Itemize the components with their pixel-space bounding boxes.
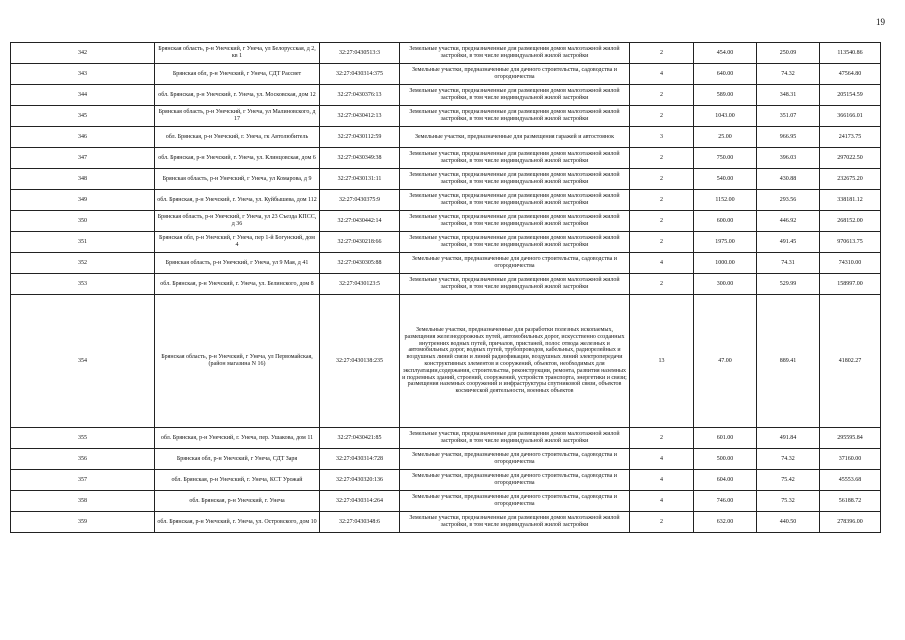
area-cell: 1043.00 [694,106,757,127]
cadastral-value-cell: 295595.84 [820,428,881,449]
address-cell: Брянская область, р-н Унечский, г Унеча, ул Комарова, д 9 [155,169,320,190]
group-cell: 2 [630,85,694,106]
cadastral-number-cell: 32:27:0430131:11 [320,169,400,190]
row-number-cell: 347 [11,148,155,169]
area-cell: 500.00 [694,449,757,470]
cadastral-value-cell: 113540.86 [820,43,881,64]
cadastral-number-cell: 32:27:0430376:13 [320,85,400,106]
table-row [11,295,881,428]
price-cell: 351.07 [757,106,820,127]
row-number-cell: 352 [11,253,155,274]
group-cell: 2 [630,43,694,64]
table-row [11,127,881,148]
table-row [11,428,881,449]
row-number-cell: 357 [11,470,155,491]
area-cell: 47.00 [694,295,757,428]
table-row [11,449,881,470]
cadastral-number-cell: 32:27:0430348:6 [320,512,400,533]
price-cell: 74.31 [757,253,820,274]
area-cell: 300.00 [694,274,757,295]
row-number-cell: 355 [11,428,155,449]
land-category-cell: Земельные участки, предназначенные для размещения гаражей и автостоянок [400,127,630,148]
address-cell: обл. Брянская, р-н Унечский, г. Унеча, ул. Островского, дом 10 [155,512,320,533]
cadastral-value-cell: 338181.12 [820,190,881,211]
area-cell: 632.00 [694,512,757,533]
cadastral-value-cell: 205154.59 [820,85,881,106]
cadastral-value-cell: 366166.01 [820,106,881,127]
cadastral-value-cell: 268152.00 [820,211,881,232]
cadastral-number-cell: 32:27:0430314:375 [320,64,400,85]
row-number-cell: 359 [11,512,155,533]
price-cell: 529.99 [757,274,820,295]
cadastral-number-cell: 32:27:0430349:38 [320,148,400,169]
land-category-cell: Земельные участки, предназначенные для размещения домов малоэтажной жилой застройки, в том числе индивидуальной жилой застройки [400,512,630,533]
cadastral-number-cell: 32:27:0430375:9 [320,190,400,211]
table-row [11,211,881,232]
cadastral-value-cell: 74310.00 [820,253,881,274]
table-row [11,43,881,64]
cadastral-number-cell: 32:27:0430123:5 [320,274,400,295]
row-number-cell: 344 [11,85,155,106]
table-row [11,169,881,190]
cadastral-number-cell: 32:27:0430112:59 [320,127,400,148]
price-cell: 889.41 [757,295,820,428]
cadastral-number-cell: 32:27:0430314:728 [320,449,400,470]
cadastral-value-cell: 158997.00 [820,274,881,295]
row-number-cell: 342 [11,43,155,64]
table-row [11,253,881,274]
row-number-cell: 343 [11,64,155,85]
address-cell: обл. Брянская, р-н Унечский, г. Унеча, ул. Московская, дом 12 [155,85,320,106]
area-cell: 746.00 [694,491,757,512]
cadastral-value-cell: 37160.00 [820,449,881,470]
table-row [11,470,881,491]
area-cell: 589.00 [694,85,757,106]
land-category-cell: Земельные участки, предназначенные для дачного строительства, садоводства и огородничества [400,470,630,491]
cadastral-value-cell: 56188.72 [820,491,881,512]
table-row [11,491,881,512]
land-category-cell: Земельные участки, предназначенные для размещения домов малоэтажной жилой застройки, в том числе индивидуальной жилой застройки [400,148,630,169]
group-cell: 2 [630,148,694,169]
price-cell: 348.31 [757,85,820,106]
address-cell: Брянская обл, р-н Унечский, г Унеча, СДТ Заря [155,449,320,470]
page-number: 19 [876,17,885,27]
cadastral-value-cell: 24173.75 [820,127,881,148]
table-row [11,106,881,127]
cadastral-number-cell: 32:27:0430421:85 [320,428,400,449]
price-cell: 966.95 [757,127,820,148]
land-category-cell: Земельные участки, предназначенные для размещения домов малоэтажной жилой застройки, в том числе индивидуальной жилой застройки [400,428,630,449]
price-cell: 491.45 [757,232,820,253]
land-category-cell: Земельные участки, предназначенные для размещения домов малоэтажной жилой застройки, в том числе индивидуальной жилой застройки [400,274,630,295]
table-row [11,64,881,85]
group-cell: 3 [630,127,694,148]
table-row [11,512,881,533]
price-cell: 440.50 [757,512,820,533]
land-category-cell: Земельные участки, предназначенные для размещения домов малоэтажной жилой застройки, в том числе индивидуальной жилой застройки [400,232,630,253]
group-cell: 2 [630,169,694,190]
land-category-cell: Земельные участки, предназначенные для размещения домов малоэтажной жилой застройки, в том числе индивидуальной жилой застройки [400,211,630,232]
address-cell: Брянская область, р-н Унечский, г Унеча, ул 9 Мая, д 41 [155,253,320,274]
area-cell: 1152.00 [694,190,757,211]
row-number-cell: 348 [11,169,155,190]
cadastral-number-cell: 32:27:0430314:264 [320,491,400,512]
area-cell: 540.00 [694,169,757,190]
row-number-cell: 351 [11,232,155,253]
cadastral-value-cell: 232675.20 [820,169,881,190]
cadastral-value-cell: 278396.00 [820,512,881,533]
area-cell: 750.00 [694,148,757,169]
land-category-cell: Земельные участки, предназначенные для разработки полезных ископаемых, размещения железнодорожных путей, автомобильных дорог, искусственно созданных внутренних водных путей, причалов, пристаней, полос отвода железных и автомобильных дорог, водных путей, трубопроводов, кабельных, радиорелейных и воздушных линий связи и линий радиофикации, воздушных линий электропередачи конструктивных элементов и сооружений, объектов, необходимых для эксплуатации,содержания, строительства, реконструкции, ремонта, развития наземных и подземных зданий, строений, сооружений, устройств транспорта, энергетики и связи; размещения наземных сооружений и инфраструктуры спутниковой связи, объектов космической деятельности, военных объектов [400,295,630,428]
cadastral-number-cell: 32:27:0430442:14 [320,211,400,232]
address-cell: обл. Брянская, р-н Унечский, г. Унеча, КСТ Урожай [155,470,320,491]
land-plots-table [10,42,881,533]
land-category-cell: Земельные участки, предназначенные для размещения домов малоэтажной жилой застройки, в том числе индивидуальной жилой застройки [400,190,630,211]
table-row [11,85,881,106]
price-cell: 293.56 [757,190,820,211]
group-cell: 2 [630,211,694,232]
group-cell: 4 [630,64,694,85]
group-cell: 2 [630,232,694,253]
table-row [11,190,881,211]
group-cell: 4 [630,470,694,491]
price-cell: 430.88 [757,169,820,190]
price-cell: 75.32 [757,491,820,512]
address-cell: обл. Брянская, р-н Унечский, г. Унеча, ул. Белинского, дом 8 [155,274,320,295]
group-cell: 4 [630,449,694,470]
address-cell: обл. Брянская, р-н Унечский, г. Унеча [155,491,320,512]
cadastral-number-cell: 32:27:0430412:13 [320,106,400,127]
land-category-cell: Земельные участки, предназначенные для дачного строительства, садоводства и огородничества [400,449,630,470]
group-cell: 2 [630,512,694,533]
row-number-cell: 354 [11,295,155,428]
land-category-cell: Земельные участки, предназначенные для размещения домов малоэтажной жилой застройки, в том числе индивидуальной жилой застройки [400,169,630,190]
price-cell: 446.92 [757,211,820,232]
cadastral-number-cell: 32:27:0430320:136 [320,470,400,491]
cadastral-number-cell: 32:27:0430305:88 [320,253,400,274]
group-cell: 4 [630,491,694,512]
row-number-cell: 356 [11,449,155,470]
address-cell: Брянская область, р-н Унечский, г Унеча, ул Первомайская, (район магазина N 16) [155,295,320,428]
row-number-cell: 350 [11,211,155,232]
cadastral-value-cell: 45553.68 [820,470,881,491]
area-cell: 604.00 [694,470,757,491]
address-cell: Брянская обл, р-н Унечский, г Унеча, СДТ Рассвет [155,64,320,85]
group-cell: 2 [630,190,694,211]
row-number-cell: 345 [11,106,155,127]
address-cell: Брянская область, р-н Унечский, г Унеча, ул 23 Съезда КПСС, д 36 [155,211,320,232]
land-category-cell: Земельные участки, предназначенные для дачного строительства, садоводства и огородничества [400,64,630,85]
table-row [11,232,881,253]
price-cell: 396.03 [757,148,820,169]
area-cell: 601.00 [694,428,757,449]
address-cell: обл. Брянская, р-н Унечский, г. Унеча, ул. Клинцовская, дом 6 [155,148,320,169]
cadastral-value-cell: 970613.75 [820,232,881,253]
group-cell: 4 [630,253,694,274]
group-cell: 2 [630,106,694,127]
cadastral-number-cell: 32:27:0430513:3 [320,43,400,64]
cadastral-value-cell: 47564.80 [820,64,881,85]
group-cell: 13 [630,295,694,428]
price-cell: 491.84 [757,428,820,449]
price-cell: 75.42 [757,470,820,491]
land-category-cell: Земельные участки, предназначенные для размещения домов малоэтажной жилой застройки, в том числе индивидуальной жилой застройки [400,85,630,106]
area-cell: 1000.00 [694,253,757,274]
cadastral-number-cell: 32:27:0430218:66 [320,232,400,253]
land-category-cell: Земельные участки, предназначенные для размещения домов малоэтажной жилой застройки, в том числе индивидуальной жилой застройки [400,43,630,64]
address-cell: обл. Брянская, р-н Унечский, г. Унеча, гк Автолюбитель [155,127,320,148]
area-cell: 25.00 [694,127,757,148]
area-cell: 1975.00 [694,232,757,253]
address-cell: Брянская область, р-н Унечский, г Унеча, ул Малиновского, д 17 [155,106,320,127]
cadastral-value-cell: 297022.50 [820,148,881,169]
row-number-cell: 358 [11,491,155,512]
row-number-cell: 346 [11,127,155,148]
price-cell: 250.09 [757,43,820,64]
group-cell: 2 [630,274,694,295]
area-cell: 600.00 [694,211,757,232]
address-cell: Брянская область, р-н Унечский, г Унеча, ул Белорусская, д 2, кв 1 [155,43,320,64]
address-cell: обл. Брянская, р-н Унечский, г. Унеча, ул. Куйбышева, дом 112 [155,190,320,211]
price-cell: 74.32 [757,449,820,470]
area-cell: 640.00 [694,64,757,85]
address-cell: обл. Брянская, р-н Унечский, г. Унеча, пер. Ушакова, дом 11 [155,428,320,449]
area-cell: 454.00 [694,43,757,64]
land-category-cell: Земельные участки, предназначенные для дачного строительства, садоводства и огородничества [400,491,630,512]
address-cell: Брянская обл, р-н Унечский, г Унеча, пер 1-й Богунский, дом 4 [155,232,320,253]
land-category-cell: Земельные участки, предназначенные для размещения домов малоэтажной жилой застройки, в том числе индивидуальной жилой застройки [400,106,630,127]
price-cell: 74.32 [757,64,820,85]
row-number-cell: 353 [11,274,155,295]
group-cell: 2 [630,428,694,449]
cadastral-value-cell: 41802.27 [820,295,881,428]
cadastral-number-cell: 32:27:0430138:235 [320,295,400,428]
table-row [11,274,881,295]
row-number-cell: 349 [11,190,155,211]
land-category-cell: Земельные участки, предназначенные для дачного строительства, садоводства и огородничества [400,253,630,274]
table-row [11,148,881,169]
